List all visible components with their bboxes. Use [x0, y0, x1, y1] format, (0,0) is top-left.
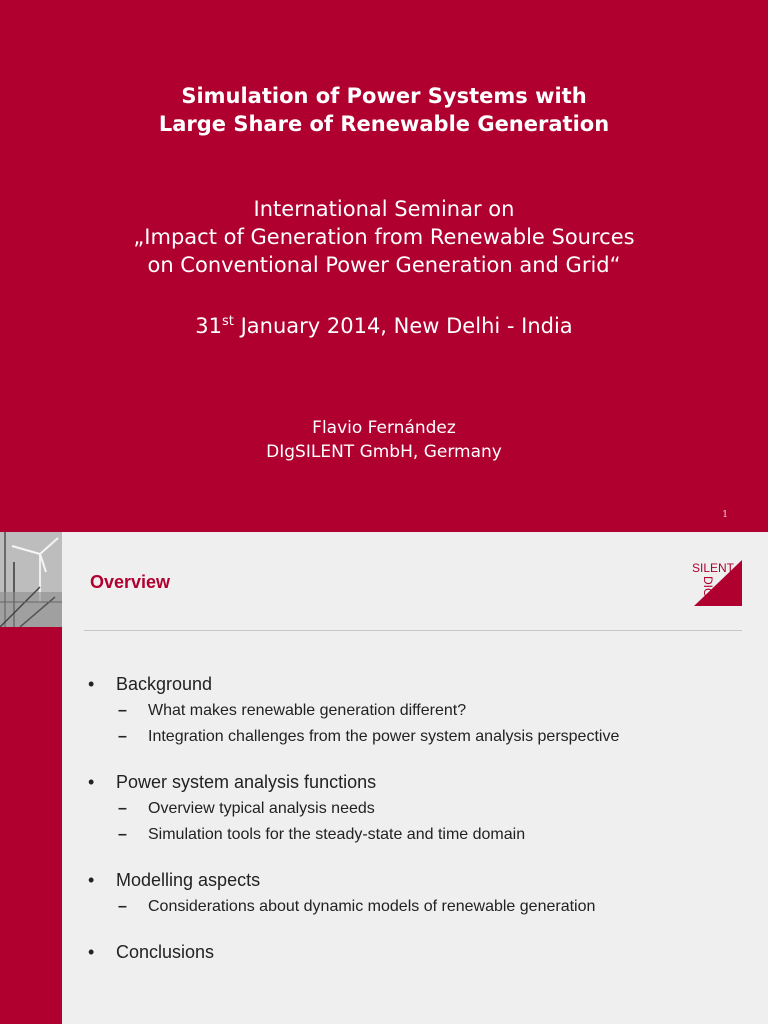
wind-turbine-photo — [0, 532, 62, 627]
seminar-text — [0, 195, 768, 279]
bullet-icon: • — [88, 870, 95, 890]
bullet-icon: • — [88, 942, 95, 962]
dash-icon: – — [118, 898, 127, 915]
bullet-label: Modelling aspects — [116, 870, 261, 890]
list-item — [88, 672, 748, 750]
sub-item — [118, 724, 748, 750]
slide-heading: Overview — [90, 572, 171, 592]
logo-text-side: DIG — [701, 576, 715, 598]
seminar-line-3: on Conventional Power Generation and Grid“ — [147, 253, 621, 277]
overview-list — [88, 672, 748, 984]
sub-item — [118, 822, 748, 848]
date-day: 31 — [195, 314, 223, 338]
date-rest: January 2014, New Delhi - India — [233, 314, 573, 338]
list-item — [88, 868, 748, 920]
slide-title — [0, 82, 768, 138]
sub-list — [118, 894, 748, 920]
author-block — [0, 416, 768, 464]
sub-item-label: Simulation tools for the steady-state and time domain — [148, 826, 526, 843]
overview-slide — [0, 532, 768, 1024]
sub-item-label: Considerations about dynamic models of renewable generation — [148, 898, 596, 915]
sub-item — [118, 796, 748, 822]
author-company: DIgSILENT GmbH, Germany — [266, 442, 502, 462]
sub-list — [118, 796, 748, 848]
list-item — [88, 940, 748, 964]
sub-item-label: Overview typical analysis needs — [148, 800, 375, 817]
bullet-label: Background — [116, 674, 213, 694]
title-line-1: Simulation of Power Systems with — [181, 84, 587, 108]
list-item — [88, 770, 748, 848]
heading-divider — [84, 630, 742, 631]
dash-icon: – — [118, 826, 127, 843]
bullet-label: Power system analysis functions — [116, 772, 377, 792]
seminar-line-2: „Impact of Generation from Renewable Sources — [133, 225, 635, 249]
author-name: Flavio Fernández — [312, 418, 456, 438]
bullet-icon: • — [88, 772, 95, 792]
slide-sidebar — [0, 532, 62, 1024]
dash-icon: – — [118, 702, 127, 719]
logo-text-top: SILENT — [692, 561, 735, 575]
sub-item-label: What makes renewable generation different? — [148, 702, 467, 719]
sub-list — [118, 698, 748, 750]
dash-icon: – — [118, 800, 127, 817]
page-number: 1 — [722, 510, 728, 520]
seminar-line-1: International Seminar on — [253, 197, 515, 221]
bullet-icon: • — [88, 674, 95, 694]
date-suffix: st — [222, 314, 234, 329]
title-line-2: Large Share of Renewable Generation — [158, 112, 610, 136]
sub-item — [118, 698, 748, 724]
sub-item-label: Integration challenges from the power system analysis perspective — [148, 728, 620, 745]
digsilent-logo — [690, 560, 742, 606]
bullet-label: Conclusions — [116, 942, 215, 962]
event-date — [0, 308, 768, 340]
sub-item — [118, 894, 748, 920]
dash-icon: – — [118, 728, 127, 745]
